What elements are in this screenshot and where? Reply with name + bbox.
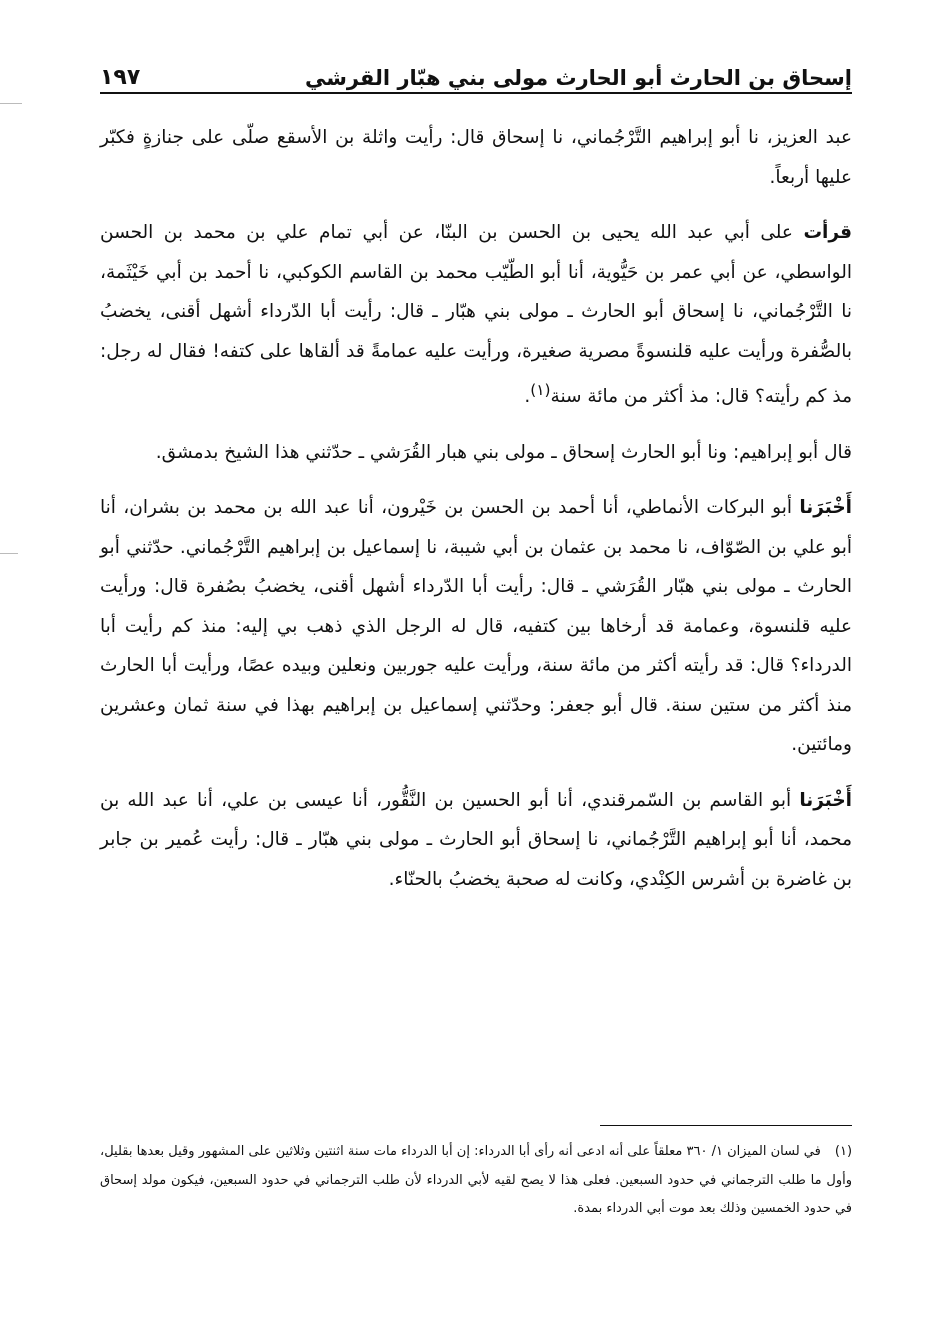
paragraph-3 [100,433,852,473]
paragraph-5-text: أبو القاسم بن السّمرقندي، أنا أبو الحسين بن النَّقُّور، أنا عيسى بن علي، أنا عبد الله بن محمد، أنا أبو إبراهيم التَّرْجُماني، نا إسحاق أبو الحارث ـ مولى بني هبّار ـ قال: رأيت عُمير بن جابر بن غاضرة بن أشرس الكِنْدي، وكانت له صحبة يخضبُ بالحنّاء. [100,789,852,890]
paragraph-3-text: قال أبو إبراهيم: ونا أبو الحارث إسحاق ـ مولى بني هبار القُرَشي ـ حدّثني هذا الشيخ بدمشق. [155,441,852,463]
footnote-marker: (١) [834,1144,853,1159]
paragraph-2-end: . [524,386,531,408]
paragraph-1 [100,118,852,197]
paragraph-4 [100,488,852,765]
running-title: إسحاق بن الحارث أبو الحارث مولى بني هبّار القرشي [304,66,852,90]
scan-edge-mark [0,553,18,554]
paragraph-5 [100,781,852,900]
footnote-text: في لسان الميزان ١/ ٣٦٠ معلقاً على أنه ادعى أنه رأى أبا الدرداء: إن أبا الدرداء مات سنة اثنتين وثلاثين على المشهور وقيل بعدها بقليل، وأول ما طلب الترجماني في حدود السبعين. فعلى هذا لا يصح لقيه لأبي الدرداء لأن طلب الترجماني في حدود السبعين، فيكون مولد إسحاق في حدود الخمسين وذلك بعد موت أبي الدرداء بمدة. [100,1144,852,1216]
paragraph-4-text: أبو البركات الأنماطي، أنا أحمد بن الحسن بن خَيْرون، أنا عبد الله بن محمد بن بشران، أنا أبو علي بن الصّوّاف، نا محمد بن عثمان بن أبي شيبة، نا إسماعيل بن إبراهيم التَّرْجُماني. حدّثني أبو الحارث ـ مولى بني هبّار القُرَشي ـ قال: رأيت أبا الدّرداء أشهل أقنى، يخضبُ بصُفرة قال: ورأيت عليه قلنسوة، وعمامة قد أرخاها بين كتفيه، قال له الرجل الذي ذهب بي إليه: منذ كم رأيت أبا الدرداء؟ قال: قد رأيته أكثر من مائة سنة، ورأيت عليه جوربين ونعلين وبيده عصًا، ورأيت أبا الحارث منذ أكثر من ستين سنة. قال أبو جعفر: وحدّثني إسماعيل بن إبراهيم بهذا في سنة ثمان وعشرين ومائتين. [100,497,852,756]
page-number: ١٩٧ [100,65,141,90]
paragraph-4-lead: أَخْبَرَنا [799,497,852,519]
paragraph-5-lead: أَخْبَرَنا [799,789,852,811]
footnote [100,1138,852,1224]
running-header [100,52,852,90]
paragraph-2-text: على أبي عبد الله يحيى بن الحسن بن البنّا، عن أبي تمام علي بن محمد بن الحسن الواسطي، عن أبي عمر بن حَيُّوية، أنا أبو الطّيّب محمد بن القاسم الكوكبي، نا أحمد بن أبي خَيْثَمة، نا التَّرْجُماني، نا إسحاق أبو الحارث ـ مولى بني هبّار ـ قال: رأيت أبا الدّرداء أشهل أقنى، يخضبُ بالصُّفرة ورأيت عليه قلنسوةً مصرية صغيرة، ورأيت عليه عمامةً قد ألقاها على كتفه! فقال له رجل: مذ كم رأيته؟ قال: مذ أكثر من مائة سنة [100,222,852,408]
paragraph-2-lead: قرأت [803,222,852,243]
header-rule [100,92,852,94]
footnote-rule [600,1125,852,1126]
paragraph-1-text: عبد العزيز، نا أبو إبراهيم التَّرْجُماني، نا إسحاق قال: رأيت واثلة بن الأسقع صلّى على جنازةٍ فكبّر عليها أربعاً. [100,127,852,188]
scan-edge-mark [0,103,22,104]
paragraph-2 [100,213,852,417]
main-text [100,118,852,915]
footnote-reference[interactable]: (١) [530,381,551,399]
